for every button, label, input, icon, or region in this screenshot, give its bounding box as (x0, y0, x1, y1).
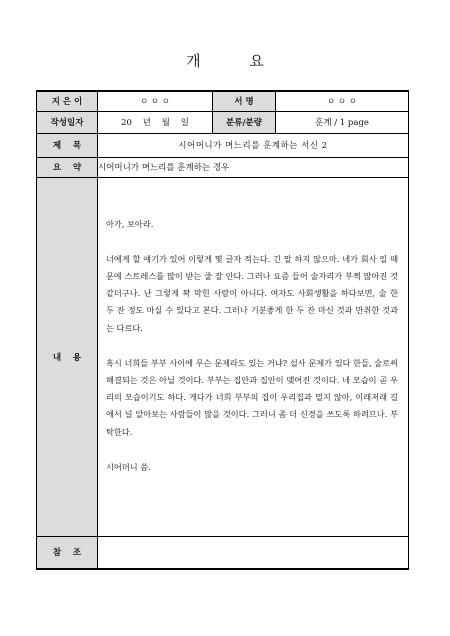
content-label: 내 용 (37, 177, 98, 536)
content-paragraph: 혹시 너희들 부부 사이에 무슨 문제라도 있는 거냐? 설사 문제가 있다 한들, 술로써 해결되는 것은 아닐 것이다. 부부는 집안과 집안이 맺어진 것이다. 네 모습이 곧 우리의 모습이기도 하다. 게다가 너희 부부의 집이 우리집과 멀지 않아, 이래저래 길에서 널 알아보는 사람들이 많을 것이다. 그러니 좀 더 신경을 쓰도록 하려므나. 부탁한다. (106, 357, 398, 437)
signature-label: 서 명 (213, 91, 276, 111)
content-paragraph: 아가, 보아라. (106, 218, 154, 229)
subject-value: 시어머니가 며느리를 훈계하는 서신 2 (98, 133, 409, 157)
author-label: 지 은 이 (37, 91, 98, 111)
document-title: 개 요 (186, 52, 286, 70)
category-label: 분류/분량 (213, 111, 276, 133)
content-paragraph: 너에게 할 얘기가 있어 이렇게 몇 글자 적는다. 긴 말 하지 않으마. 네가 회사 일 때문에 스트레스를 많이 받는 줄 잘 안다. 그러나 요즘 들어 술자리가 부쩍 많아진 것 같더구나. 난 그렇게 꽉 막힌 사람이 아니다. 여자도 사회생활을 하다보면, 술 한 두 잔 정도 마실 수 있다고 본다. 그러나 기분좋게 한 두 잔 마신 것과 만취한 것과는 다르다. (106, 253, 398, 333)
date-label: 작성일자 (37, 111, 98, 133)
author-value: ㅇ ㅇ ㅇ (98, 91, 213, 111)
date-value: 20 년 월 일 (98, 111, 213, 133)
reference-value (98, 536, 409, 569)
summary-value: 시어머니가 며느리를 훈계하는 경우 (98, 157, 409, 177)
summary-label: 요 약 (37, 157, 98, 177)
reference-label: 참 조 (37, 536, 98, 569)
subject-label: 제 목 (37, 133, 98, 157)
overview-form (36, 90, 409, 570)
content-paragraph: 시어머니 씀. (106, 461, 151, 472)
category-value: 훈계 / 1 page (276, 111, 409, 133)
signature-value: ㅇ ㅇ ㅇ (276, 91, 409, 111)
content-body (98, 177, 409, 536)
